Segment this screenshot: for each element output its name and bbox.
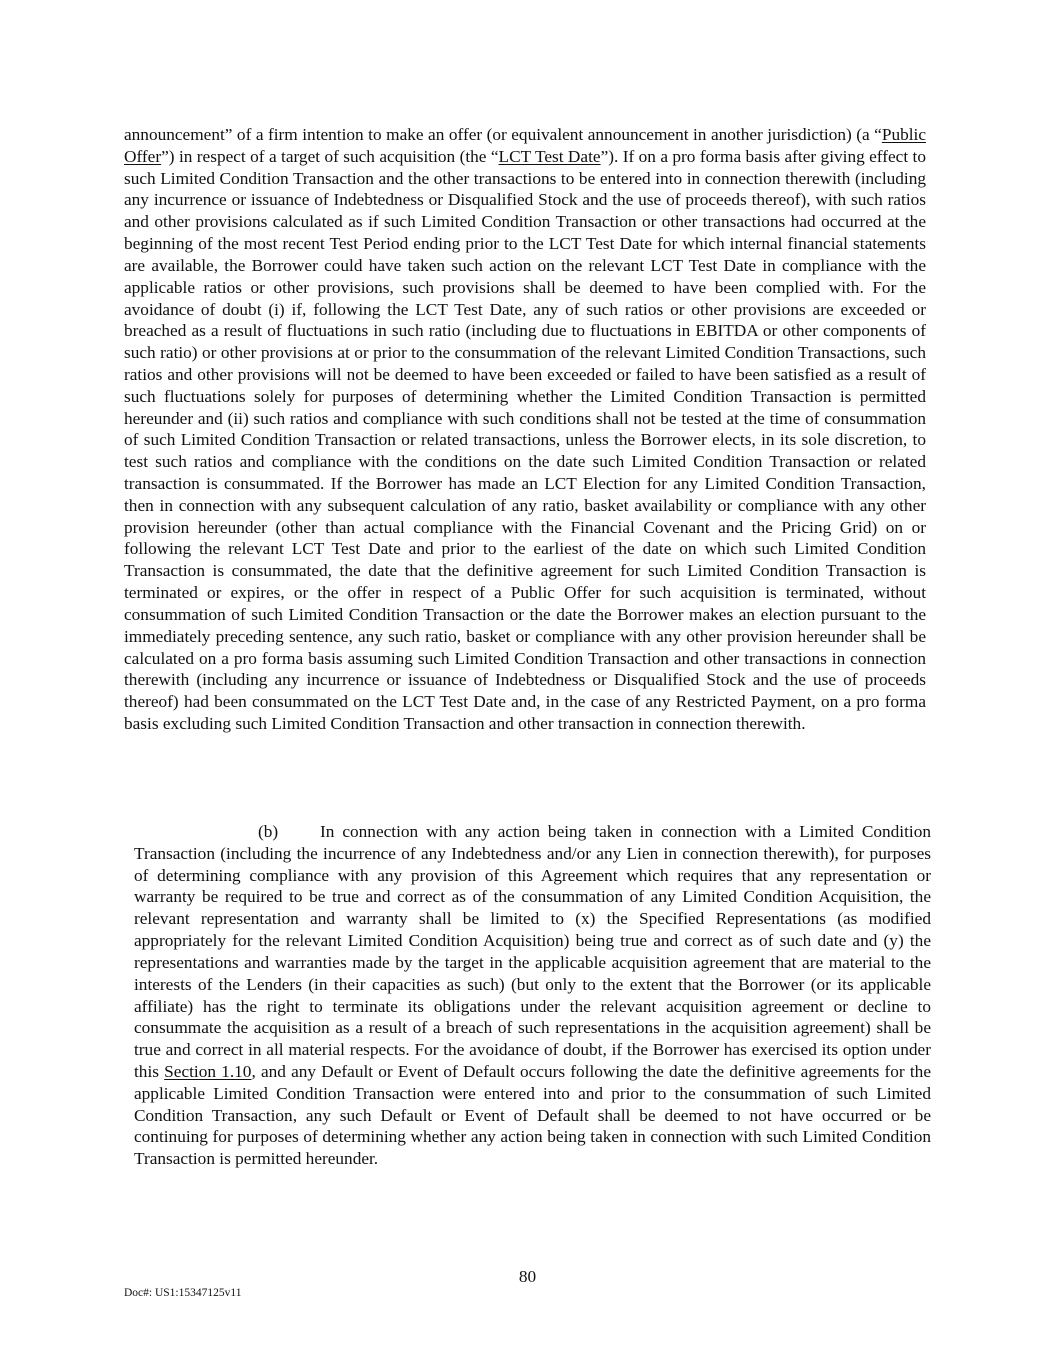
paragraph-text: ”) in respect of a target of such acquisition (the “ (161, 146, 499, 166)
paragraph-text: announcement” of a firm intention to make an offer (or equivalent announcement in another jurisdiction) (a “ (124, 125, 882, 144)
paragraph-text: ”). If on a pro forma basis after giving effect to such Limited Condition Transaction and the other transactions to be entered into in connection therewith (including any incurrence or issuance of Indebtedness or Disqualified Stock and the use of proceeds thereof), with such ratios and other provisions calculated as if such Limited Condition Transaction or other transactions had occurred at the beginning of the most recent Test Period ending prior to the LCT Test Date for which internal financial statements are available, the Borrower could have taken such action on the relevant LCT Test Date in compliance with the applicable ratios or other provisions, such provisions shall be deemed to have been complied with. For the avoidance of doubt (i) if, following the LCT Test Date, any of such ratios or other provisions are exceeded or breached as a result of fluctuations in such ratio (including due to fluctuations in EBITDA or other components of such ratio) or other provisions at or prior to the consummation of the relevant Limited Condition Transactions, such ratios and other provisions will not be deemed to have been exceeded or failed to have been satisfied as a result of such fluctuations solely for purposes of determining whether the Limited Condition Transaction is permitted hereunder and (ii) such ratios and compliance with such conditions shall not be tested at the time of consummation of such Limited Condition Transaction or related transactions, unless the Borrower elects, in its sole discretion, to test such ratios and compliance with the conditions on the date such Limited Condition Transaction or related transaction is consummated. If the Borrower has made an LCT Election for any Limited Condition Transaction, then in connection with any subsequent calculation of any ratio, basket availability or compliance with any other provision hereunder (other than actual compliance with the Financial Covenant and the Pricing Grid) on or following the relevant LCT Test Date and prior to the earliest of the date on which such Limited Condition Transaction is consummated, the date that the definitive agreement for such Limited Condition Transaction is terminated or expires, or the offer in respect of a Public Offer for such acquisition is terminated, without consummation of such Limited Condition Transaction or the date the Borrower makes an election pursuant to the immediately preceding sentence, any such ratio, basket or compliance with any other provision hereunder shall be calculated on a pro forma basis assuming such Limited Condition Transaction and other transactions in connection therewith (including any incurrence or issuance of Indebtedness or Disqualified Stock and the use of proceeds thereof) had been consummated on the LCT Test Date and, in the case of any Restricted Payment, on a pro forma basis excluding such Limited Condition Transaction and other transaction in connection therewith. (124, 146, 926, 733)
page-number: 80 (518, 1267, 537, 1286)
paragraph-text: , and any Default or Event of Default occurs following the date the definitive agreements for the applicable Limited Condition Transaction were entered into and prior to the consummation of such Limited Condition Transaction, any such Default or Event of Default shall be deemed to not have occurred or be continuing for purposes of determining whether any action being taken in connection with such Limited Condition Transaction is permitted hereunder. (134, 1061, 931, 1169)
section-reference-link: Section 1.10 (164, 1061, 252, 1081)
document-id: Doc#: US1:15347125v11 (124, 1287, 242, 1299)
clause-label: (b) (258, 822, 279, 841)
paragraph-text: In connection with any action being taken in connection with a Limited Condition Transaction (including the incurrence of any Indebtedness and/or any Lien in connection therewith), for purposes of determining compliance with any provision of this Agreement which requires that any representation or warranty be required to be true and correct as of the consummation of any Limited Condition Acquisition, the relevant representation and warranty shall be limited to (x) the Specified Representations (as modified appropriately for the relevant Limited Condition Acquisition) being true and correct as of such date and (y) the representations and warranties made by the target in the applicable acquisition agreement that are material to the interests of the Lenders (in their capacities as such) (but only to the extent that the Borrower (or its applicable affiliate) has the right to terminate its obligations under the relevant acquisition agreement or decline to consummate the acquisition as a result of a breach of such representations in the acquisition agreement) shall be true and correct in all material respects. For the avoidance of doubt, if the Borrower has exercised its option under this (134, 822, 931, 1081)
defined-term-public-offer: Public Offer (124, 125, 926, 166)
paragraph-b (134, 821, 931, 1170)
defined-term-lct-test-date: LCT Test Date (498, 146, 601, 166)
paragraph-lct-test-date (124, 124, 926, 735)
